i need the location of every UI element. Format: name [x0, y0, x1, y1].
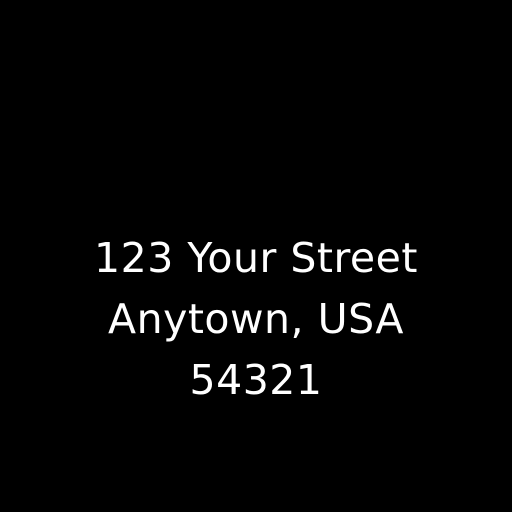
address-city-country: Anytown, USA [108, 295, 404, 343]
address-block [0, 228, 512, 411]
address-postal-code: 54321 [189, 356, 323, 404]
address-street: 123 Your Street [94, 234, 418, 282]
